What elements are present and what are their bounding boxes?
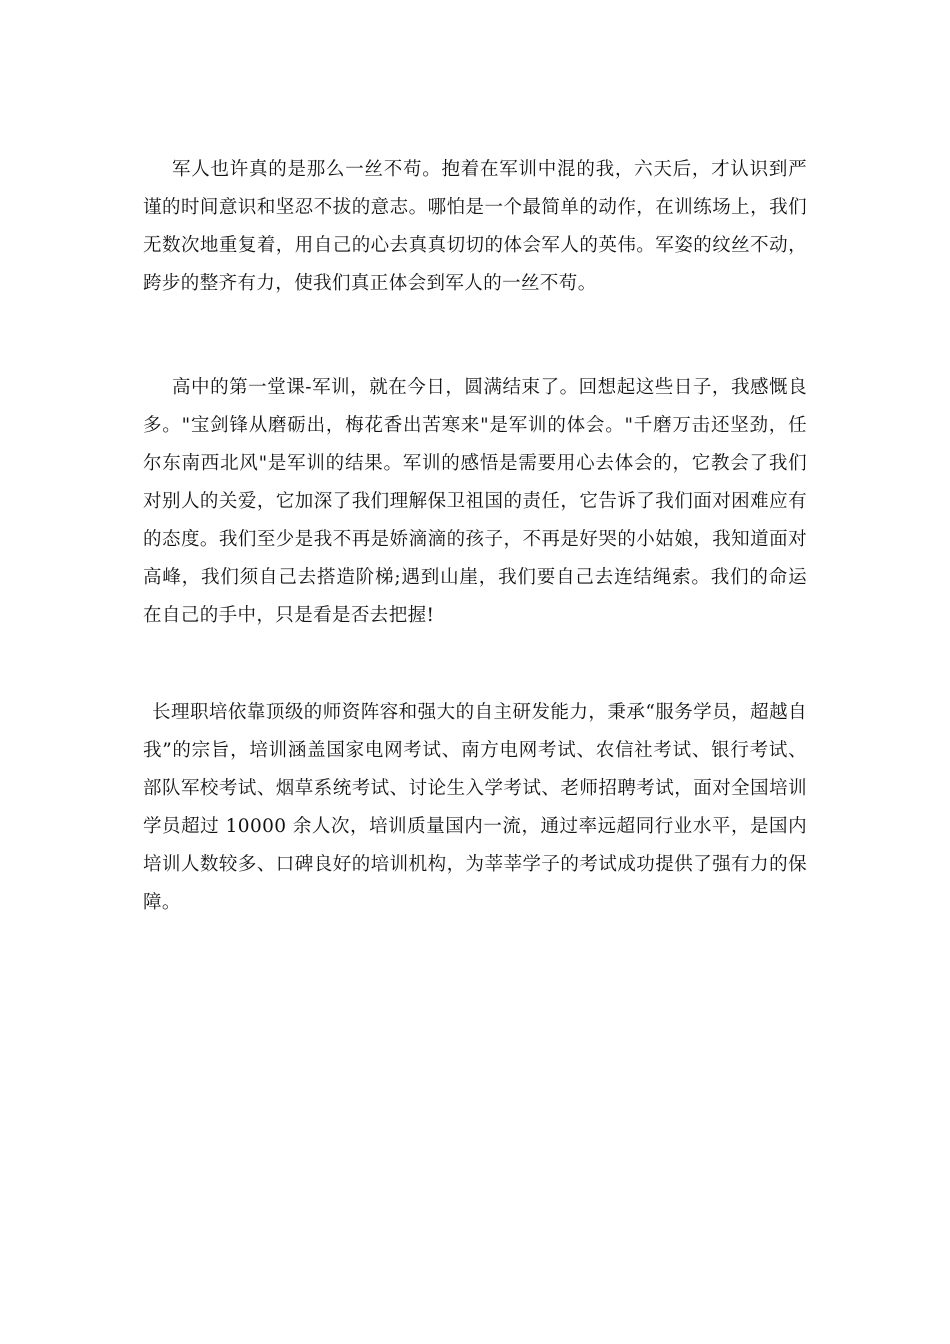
paragraph-training-ad: 长理职培依靠顶级的师资阵容和强大的自主研发能力，秉承“服务学员，超越自我”的宗旨，培训涵盖国家电网考试、南方电网考试、农信社考试、银行考试、部队军校考试、烟草系统考试、讨论生入学考试、老师招聘考试，面对全国培训学员超过 10000 余人次，培训质量国内一流，通过率远超同行业水平，是国内培训人数较多、口碑良好的培训机构，为莘莘学子的考试成功提供了强有力的保障。 <box>143 702 807 913</box>
paragraph-first-lesson: 高中的第一堂课-军训，就在今日，圆满结束了。回想起这些日子，我感慨良多。"宝剑锋从磨砺出，梅花香出苦寒来"是军训的体会。"千磨万击还坚劲，任尔东南西北风"是军训的结果。军训的感悟是需要用心去体会的，它教会了我们对别人的关爱，它加深了我们理解保卫祖国的责任，它告诉了我们面对困难应有的态度。我们至少是我不再是娇滴滴的孩子，不再是好哭的小姑娘，我知道面对高峰，我们须自己去搭造阶梯;遇到山崖，我们要自己去连结绳索。我们的命运在自己的手中，只是看是否去把握! <box>143 377 807 626</box>
paragraph-military-discipline: 军人也许真的是那么一丝不苟。抱着在军训中混的我，六天后，才认识到严谨的时间意识和坚忍不拔的意志。哪怕是一个最简单的动作，在训练场上，我们无数次地重复着，用自己的心去真真切切的体会军人的英伟。军姿的纹丝不动，跨步的整齐有力，使我们真正体会到军人的一丝不苟。 <box>143 159 807 294</box>
